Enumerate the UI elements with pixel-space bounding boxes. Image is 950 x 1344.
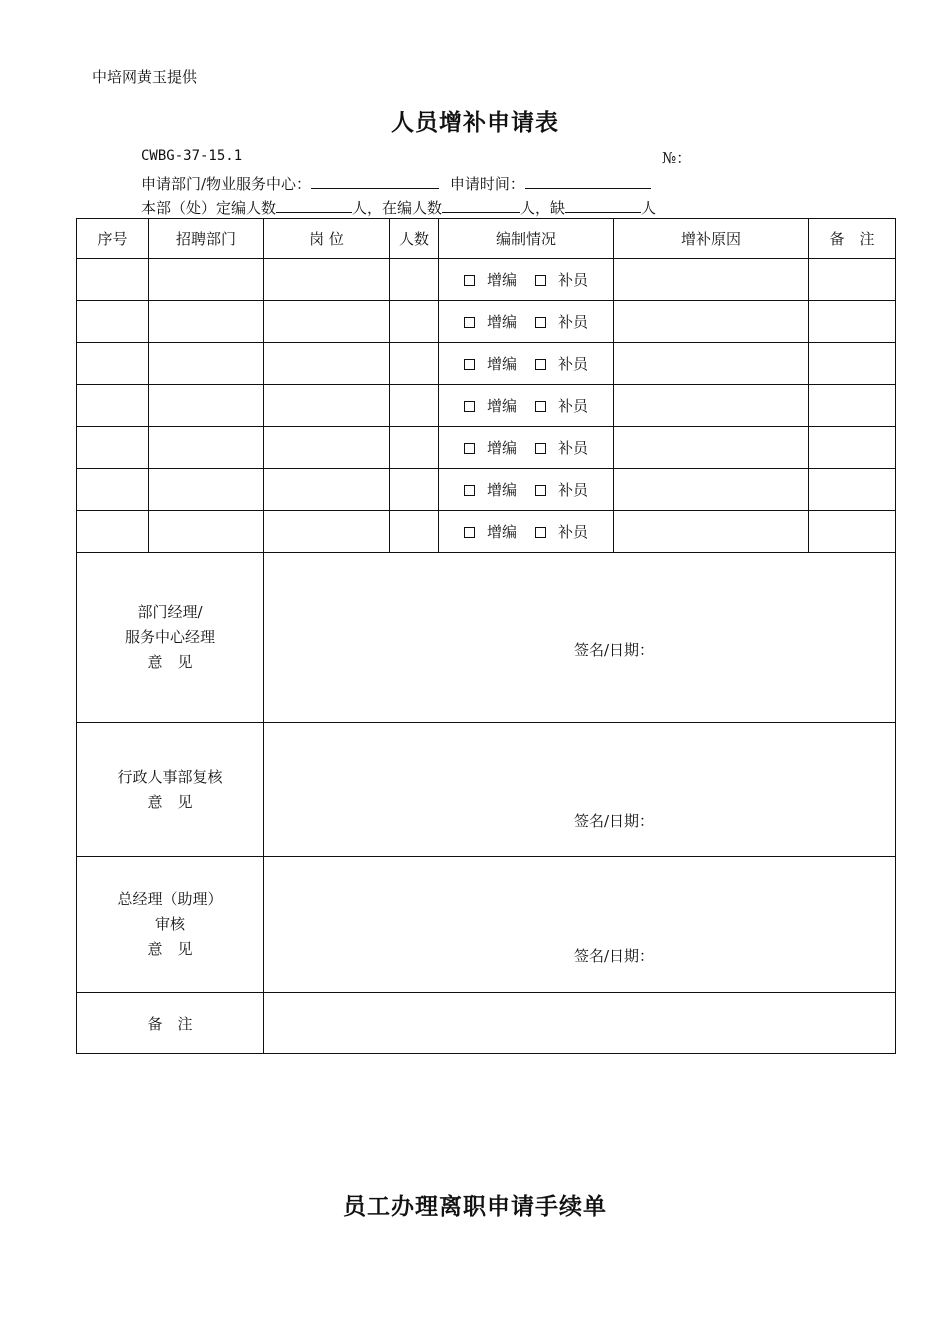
checkbox-icon[interactable] — [464, 275, 475, 286]
cell-position[interactable] — [264, 259, 390, 301]
table-row — [77, 385, 896, 427]
cell-index[interactable] — [77, 469, 149, 511]
checkbox-icon[interactable] — [535, 485, 546, 496]
cell-reason[interactable] — [614, 259, 809, 301]
cell-position[interactable] — [264, 511, 390, 553]
quota-field[interactable] — [276, 197, 352, 213]
cell-remarks[interactable] — [809, 427, 896, 469]
cell-remarks[interactable] — [809, 469, 896, 511]
cell-index[interactable] — [77, 511, 149, 553]
cell-remarks[interactable] — [809, 343, 896, 385]
checkbox-icon[interactable] — [535, 527, 546, 538]
cell-remarks[interactable] — [809, 259, 896, 301]
cell-headcount[interactable] — [390, 301, 439, 343]
checkbox-option[interactable] — [464, 479, 517, 500]
form-code: CWBG-37-15.1 — [141, 148, 243, 164]
checkbox-option[interactable] — [464, 395, 517, 416]
cell-position[interactable] — [264, 301, 390, 343]
checkbox-option[interactable] — [464, 311, 517, 332]
cell-reason[interactable] — [614, 301, 809, 343]
quota-mid2: 人，缺 — [520, 199, 566, 217]
cell-index[interactable] — [77, 301, 149, 343]
cell-headcount[interactable] — [390, 385, 439, 427]
cell-reason[interactable] — [614, 511, 809, 553]
checkbox-icon[interactable] — [464, 485, 475, 496]
cell-reason[interactable] — [614, 427, 809, 469]
provider-note: 中培网黄玉提供 — [92, 68, 198, 86]
checkbox-option[interactable] — [464, 353, 517, 374]
cell-reason[interactable] — [614, 385, 809, 427]
checkbox-icon[interactable] — [464, 317, 475, 328]
table-row — [77, 343, 896, 385]
checkbox-label: 增编 — [486, 439, 517, 457]
col-staffing: 编制情况 — [439, 219, 614, 259]
quota-mid1: 人，在编人数 — [352, 199, 443, 217]
cell-department[interactable] — [149, 343, 264, 385]
remarks-label: 备 注 — [77, 993, 264, 1054]
approval-field-hr[interactable] — [264, 723, 896, 857]
col-headcount: 人数 — [390, 219, 439, 259]
checkbox-icon[interactable] — [464, 359, 475, 370]
checkbox-option[interactable] — [464, 437, 517, 458]
cell-position[interactable] — [264, 385, 390, 427]
cell-staffing — [439, 343, 614, 385]
checkbox-icon[interactable] — [464, 527, 475, 538]
cell-remarks[interactable] — [809, 301, 896, 343]
table-row — [77, 301, 896, 343]
next-form-title: 员工办理离职申请手续单 — [343, 1194, 607, 1220]
checkbox-icon[interactable] — [464, 443, 475, 454]
time-field[interactable] — [525, 173, 651, 189]
checkbox-label: 增编 — [486, 481, 517, 499]
current-field[interactable] — [442, 197, 520, 213]
checkbox-option[interactable] — [535, 353, 588, 374]
checkbox-option[interactable] — [535, 269, 588, 290]
form-number-label: №： — [662, 149, 692, 167]
cell-department[interactable] — [149, 259, 264, 301]
checkbox-label: 补员 — [558, 271, 589, 289]
form-title: 人员增补申请表 — [391, 110, 559, 136]
table-row — [77, 511, 896, 553]
checkbox-label: 增编 — [486, 313, 517, 331]
checkbox-icon[interactable] — [535, 359, 546, 370]
cell-department[interactable] — [149, 511, 264, 553]
quota-prefix: 本部（处）定编人数 — [141, 199, 277, 217]
checkbox-label: 补员 — [558, 523, 589, 541]
checkbox-icon[interactable] — [464, 401, 475, 412]
cell-index[interactable] — [77, 343, 149, 385]
checkbox-label: 增编 — [486, 523, 517, 541]
checkbox-option[interactable] — [535, 437, 588, 458]
checkbox-option[interactable] — [535, 311, 588, 332]
cell-reason[interactable] — [614, 469, 809, 511]
cell-remarks[interactable] — [809, 385, 896, 427]
col-department: 招聘部门 — [149, 219, 264, 259]
approval-field-dept[interactable] — [264, 553, 896, 723]
cell-headcount[interactable] — [390, 427, 439, 469]
checkbox-option[interactable] — [535, 479, 588, 500]
table-row — [77, 259, 896, 301]
dept-label: 申请部门/物业服务中心： — [141, 175, 312, 193]
col-position: 岗 位 — [264, 219, 390, 259]
checkbox-label: 补员 — [558, 313, 589, 331]
checkbox-label: 增编 — [486, 397, 517, 415]
checkbox-option[interactable] — [535, 521, 588, 542]
cell-department[interactable] — [149, 469, 264, 511]
checkbox-icon[interactable] — [535, 317, 546, 328]
cell-headcount[interactable] — [390, 343, 439, 385]
cell-staffing — [439, 301, 614, 343]
cell-staffing — [439, 469, 614, 511]
approval-field-gm[interactable] — [264, 857, 896, 993]
cell-staffing — [439, 511, 614, 553]
cell-department[interactable] — [149, 301, 264, 343]
col-remarks: 备 注 — [809, 219, 896, 259]
cell-department[interactable] — [149, 385, 264, 427]
checkbox-icon[interactable] — [535, 275, 546, 286]
cell-staffing — [439, 259, 614, 301]
checkbox-label: 补员 — [558, 439, 589, 457]
time-label: 申请时间： — [449, 175, 525, 193]
cell-reason[interactable] — [614, 343, 809, 385]
cell-remarks[interactable] — [809, 511, 896, 553]
checkbox-label: 补员 — [558, 481, 589, 499]
request-table — [76, 218, 896, 1054]
cell-headcount[interactable] — [390, 469, 439, 511]
checkbox-label: 补员 — [558, 397, 589, 415]
checkbox-icon[interactable] — [535, 401, 546, 412]
cell-staffing — [439, 427, 614, 469]
checkbox-label: 补员 — [558, 355, 589, 373]
col-reason: 增补原因 — [614, 219, 809, 259]
quota-suffix: 人 — [641, 199, 657, 217]
cell-department[interactable] — [149, 427, 264, 469]
cell-index[interactable] — [77, 259, 149, 301]
checkbox-label: 增编 — [486, 271, 517, 289]
applicant-line — [141, 173, 651, 194]
checkbox-option[interactable] — [464, 521, 517, 542]
cell-index[interactable] — [77, 385, 149, 427]
col-index: 序号 — [77, 219, 149, 259]
cell-headcount[interactable] — [390, 511, 439, 553]
approval-label-gm: 总经理（助理） 审核 意 见 — [77, 857, 264, 993]
approval-label-dept: 部门经理/ 服务中心经理 意 见 — [77, 553, 264, 723]
cell-headcount[interactable] — [390, 259, 439, 301]
cell-position[interactable] — [264, 469, 390, 511]
cell-position[interactable] — [264, 343, 390, 385]
dept-field[interactable] — [311, 173, 439, 189]
sign-date-label: 签名/日期： — [574, 812, 655, 830]
checkbox-option[interactable] — [535, 395, 588, 416]
checkbox-option[interactable] — [464, 269, 517, 290]
sign-date-label: 签名/日期： — [574, 947, 655, 965]
shortage-field[interactable] — [565, 197, 641, 213]
cell-index[interactable] — [77, 427, 149, 469]
approval-label-hr: 行政人事部复核 意 见 — [77, 723, 264, 857]
cell-position[interactable] — [264, 427, 390, 469]
table-row — [77, 427, 896, 469]
remarks-field[interactable] — [264, 993, 896, 1054]
checkbox-icon[interactable] — [535, 443, 546, 454]
table-row — [77, 469, 896, 511]
quota-line — [141, 197, 656, 218]
cell-staffing — [439, 385, 614, 427]
sign-date-label: 签名/日期： — [574, 641, 655, 659]
checkbox-label: 增编 — [486, 355, 517, 373]
